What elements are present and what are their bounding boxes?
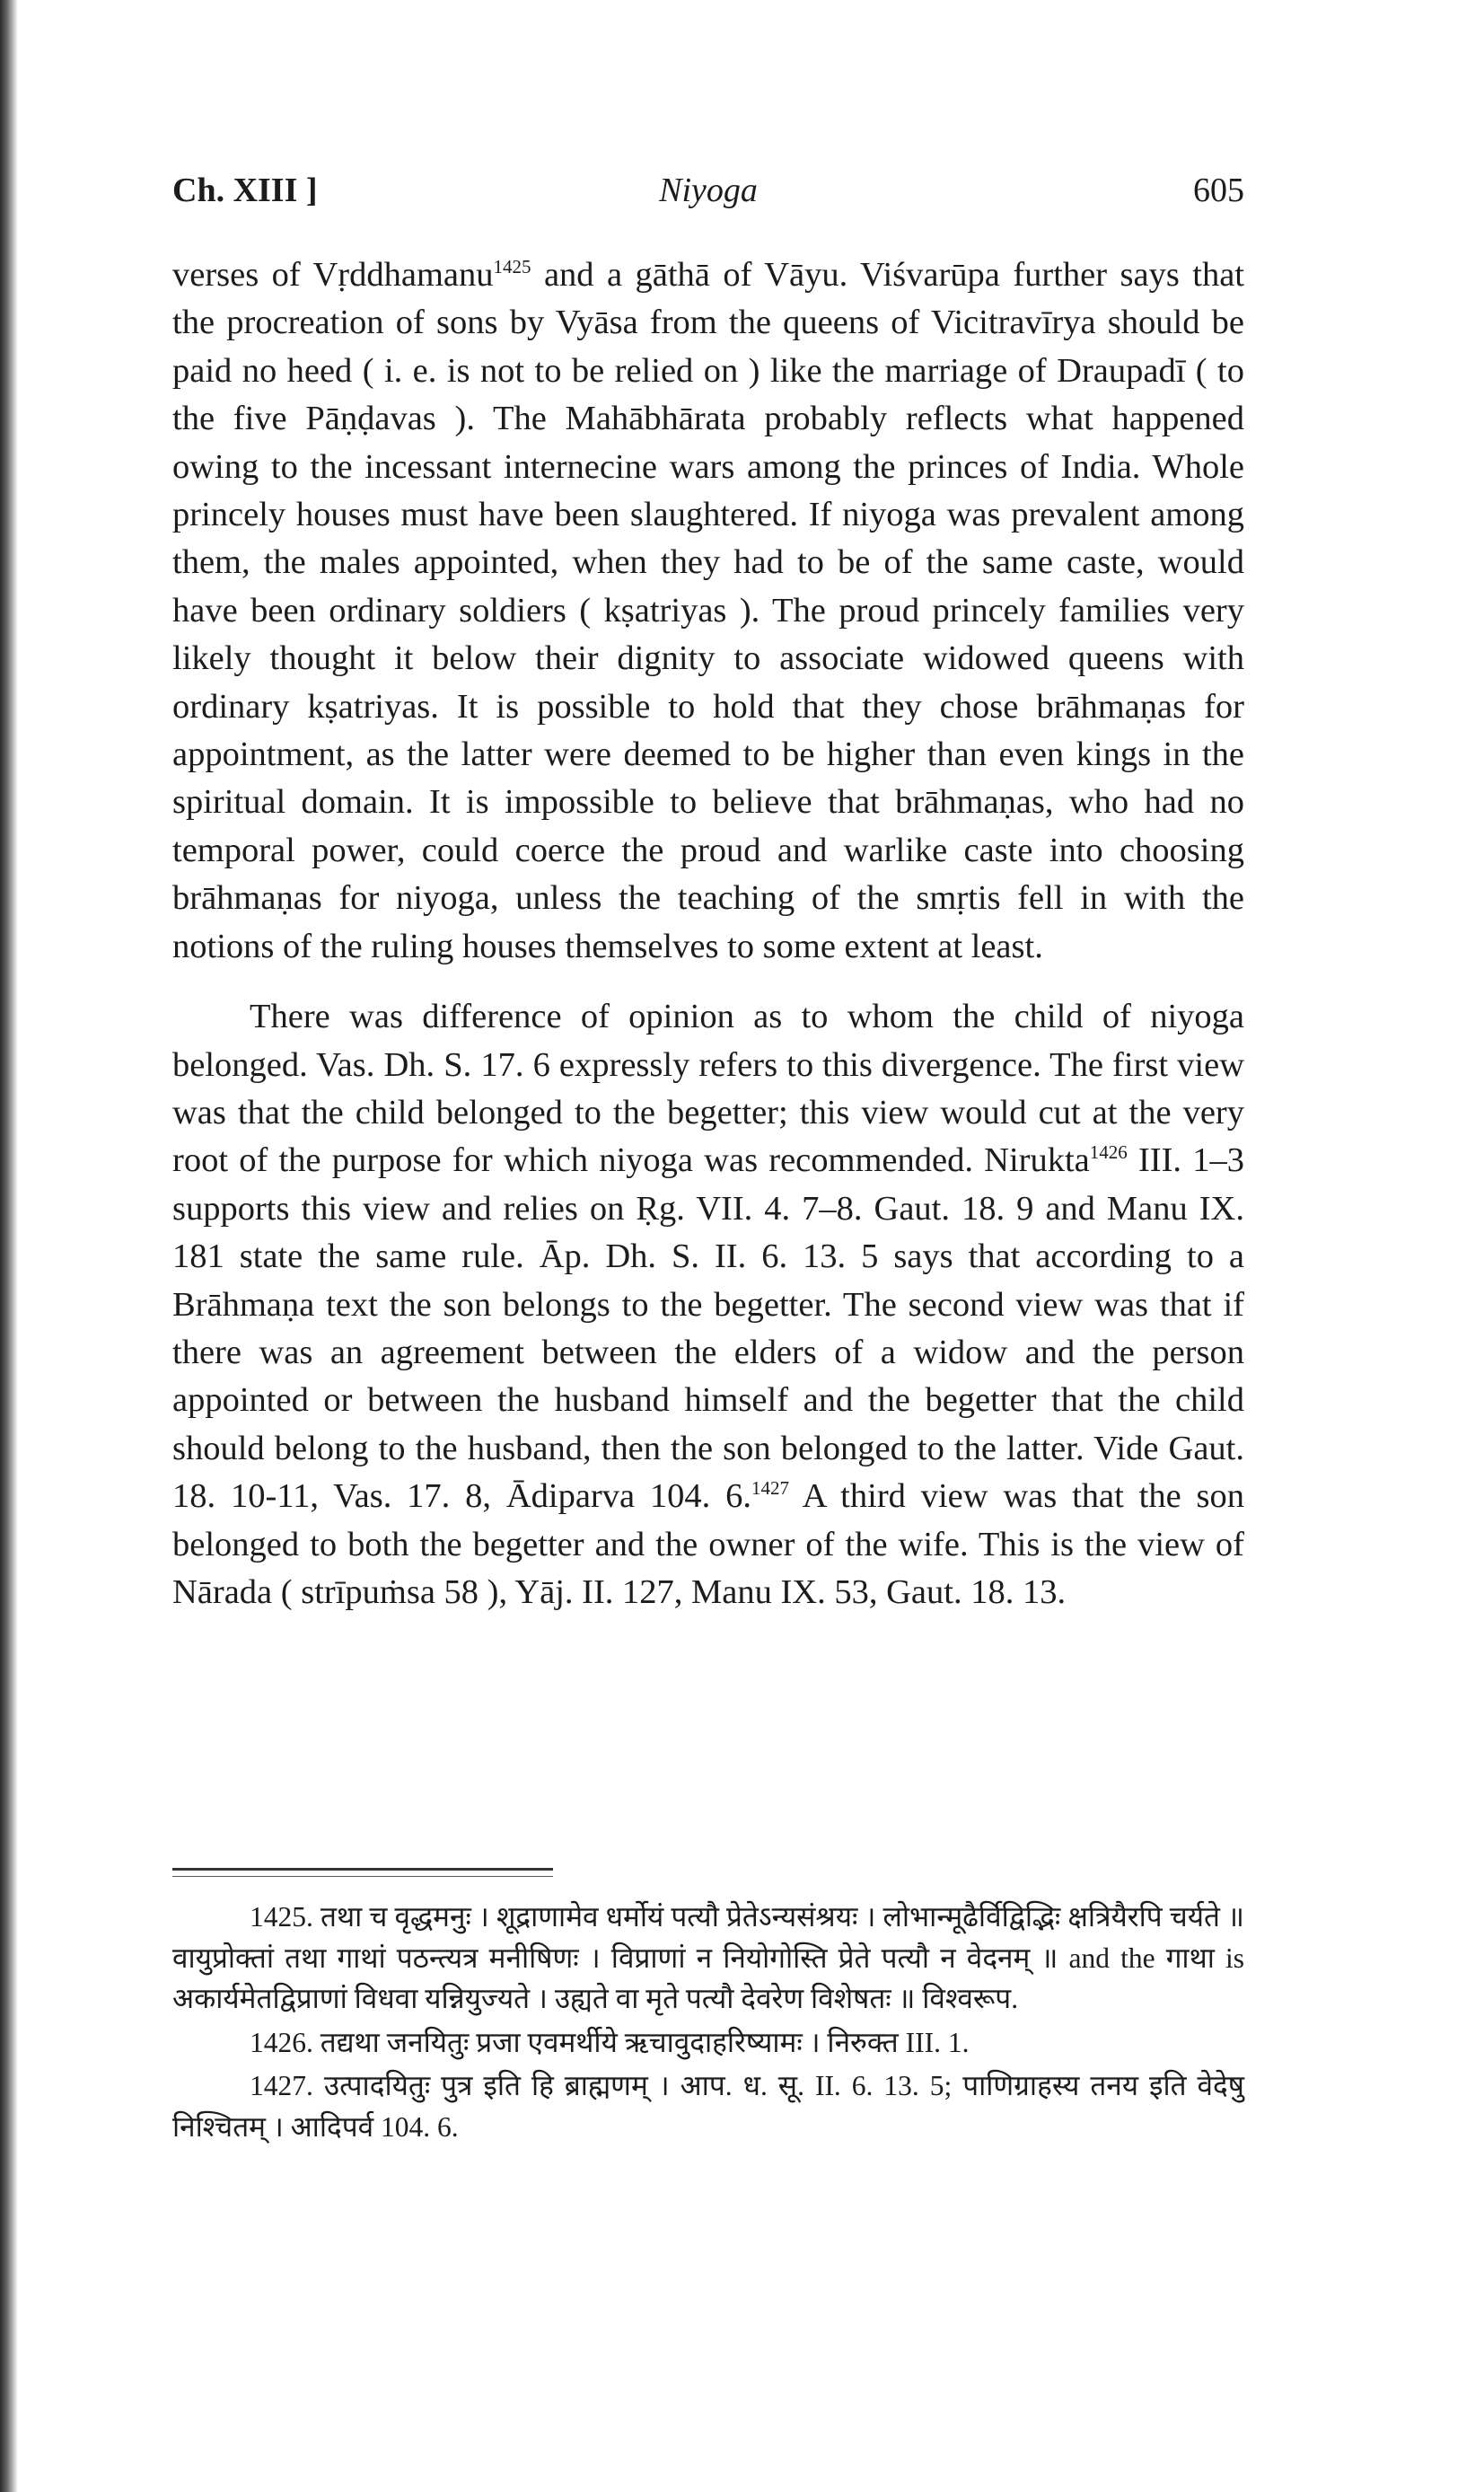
chapter-label: Ch. XIII ] [172,172,318,209]
footnote-sanskrit: अकार्यमेतद्विप्राणां विधवा यन्नियुज्यते । उह्यते वा मृते पत्यौ देवरेण विशेषतः ॥ विश्वरूप. [172,1983,1019,2015]
paragraph-2-text-b: III. 1–3 supports this view and relies on Ṛg. VII. 4. 7–8. Gaut. 18. 9 and Manu IX. 181 state the same rule. Āp. Dh. S. II. 6. 13. 5 says that according to a Brāhmaṇa text the son belongs to the begetter. The second view was that if there was an agreement between the elders of a widow and the person appointed or between the husband himself and the begetter that the child should belong to the husband, then the son belonged to the latter. Vide Gaut. 18. 10-11, Vas. 17. 8, Ādiparva 104. 6. [172,1141,1245,1516]
paragraph-1-text-b: and a gāthā of Vāyu. Viśvarūpa further says that the procreation of sons by Vyāsa from the queens of Vicitravīrya should be paid no heed ( i. e. is not to be relied on ) like the marriage of Draupadī ( to the five Pāṇḍavas ). The Mahābhārata probably reflects what happened owing to the incessant internecine wars among the princes of India. Whole princely houses must have been slaughtered. If niyoga was prevalent among them, the males appointed, when they had to be of the same caste, would have been ordinary soldiers ( kṣatriyas ). The proud princely families very likely thought it below their dignity to associate widowed queens with ordinary kṣatriyas. It is possible to hold that they chose brāhmaṇas for appointment, as the latter were deemed to be higher than even kings in the spiritual domain. It is impossible to believe that brāhmaṇas, who had no temporal power, could coerce the proud and warlike caste into choosing brāhmaṇas for niyoga, unless the teaching of the smṛtis fell in with the notions of the ruling houses themselves to some extent at least. [172,256,1244,965]
footnote-sanskrit: तथा च वृद्धमनुः । शूद्राणामेव धर्मोयं पत्यौ प्रेतेऽन्यसंश्रयः । लोभान्मूढैर्विद्विद्भिः क्षत्रियैरपि चर्यते ॥ वायुप्रोक्तां तथा गाथां पठन्त्यत्र मनीषिणः । विप्राणां न नियोगोस्ति प्रेते पत्यौ न वेदनम् ॥ [172,1901,1244,1974]
footnote-divider [172,1868,553,1871]
footnote-ref-1426: 1426 [1089,1141,1128,1164]
footnote-number: 1427. [250,2070,313,2102]
footnote-number: 1425. [250,1901,313,1933]
footnote-ref-1425: 1425 [493,256,531,278]
footnote-1426 [172,2022,1244,2064]
footnote-number: 1426. [250,2026,313,2058]
footnote-text: II. 6. 13. 5; [803,2070,963,2102]
paragraph-1-text-a: verses of Vṛddhamanu [172,256,494,294]
page-title: Niyoga [659,172,758,209]
footnote-1427 [172,2065,1244,2147]
paragraph-2-text-c: A third view was that the son belonged to both the begetter and the owner of the wife. This is the view of Nārada ( strīpuṁsa 58 ), Yāj. II. 127, Manu IX. 53, Gaut. 18. 13. [172,1477,1244,1611]
main-text [172,251,1244,1616]
footnote-ref-1427: 1427 [751,1477,789,1500]
footnote-text: is [1214,1942,1245,1974]
paragraph-2 [172,993,1244,1616]
footnote-sanskrit: तद्यथा जनयितुः प्रजा एवमर्थीये ऋचावुदाहरिष्यामः । निरुक्त [320,2026,899,2058]
page-number: 605 [1193,172,1244,209]
footnote-sanskrit: उत्पादयितुः पुत्र इति हि ब्राह्मणम् । आप. ध. सू. [323,2070,804,2102]
paragraph-2-text-a: There was difference of opinion as to whom the child of niyoga belonged. Vas. Dh. S. 17. 6 expressly refers to this divergence. The first view was that the child belonged to the begetter; this view would cut at the very root of the purpose for which niyoga was recommended. Nirukta [172,998,1244,1180]
footnote-text: III. 1. [898,2026,970,2058]
footnote-divider-thin [172,1876,553,1877]
running-header [172,171,1244,225]
footnote-sanskrit: पाणिग्राहस्य तनय इति वेदेषु निश्चितम् । आदिपर्व [172,2070,1244,2143]
footnote-text: and the [1058,1942,1166,1974]
page-edge-shadow [0,0,18,2492]
footnote-text: 104. 6. [373,2110,459,2143]
paragraph-1 [172,251,1244,971]
footnotes [172,1897,1244,2148]
footnote-sanskrit: गाथा [1165,1942,1215,1974]
footnote-1425 [172,1897,1244,2020]
